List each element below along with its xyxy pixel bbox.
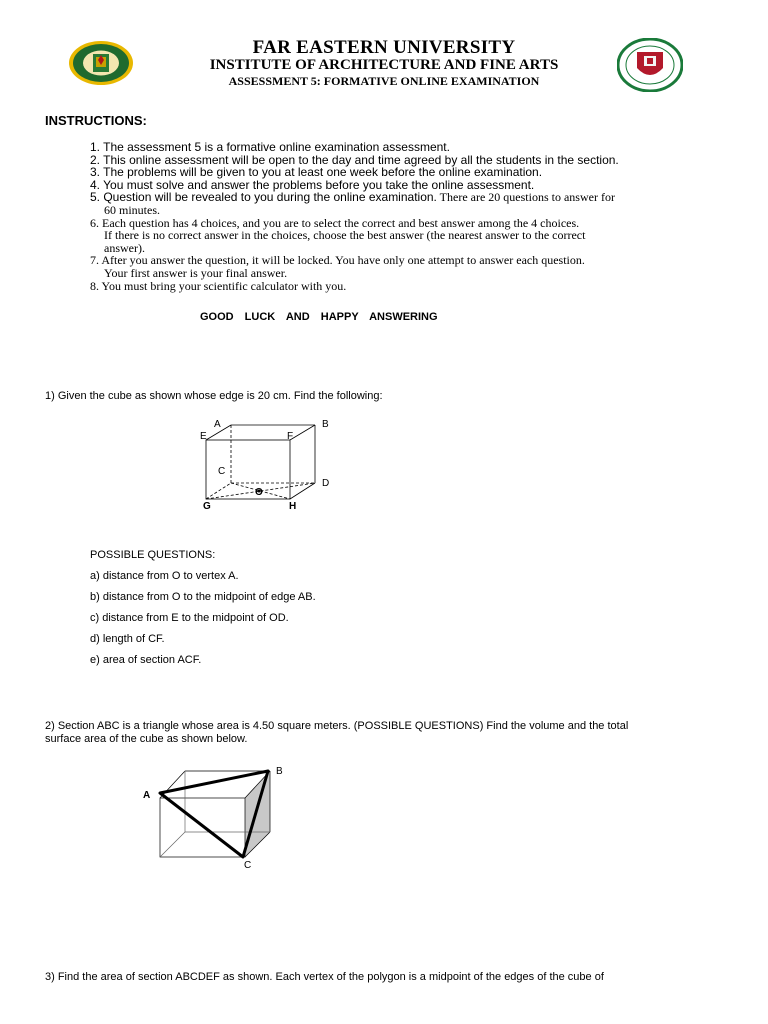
instruction-item: 2. This online assessment will be open to the day and time agreed by all the students in the section. — [90, 152, 619, 167]
cube-diagram-2 — [140, 760, 290, 870]
cube-diagram-1 — [195, 415, 335, 515]
possible-questions-heading: POSSIBLE QUESTIONS: — [90, 549, 216, 561]
instruction-item: 5. Question will be revealed to you during the online examination. There are 20 questions to answer for — [90, 190, 615, 205]
possible-question-item: d) length of CF. — [90, 633, 165, 645]
assessment-title: ASSESSMENT 5: FORMATIVE ONLINE EXAMINATION — [228, 74, 540, 88]
label-g: G — [203, 501, 211, 512]
instruction-item: 1. The assessment 5 is a formative online examination assessment. — [90, 140, 450, 154]
instructions-heading: INSTRUCTIONS: — [45, 113, 147, 128]
instruction-item: 4. You must solve and answer the problems before you take the online assessment. — [90, 177, 535, 192]
instruction-item: 3. The problems will be given to you at least one week before the online examination. — [90, 165, 543, 180]
label-f: F — [287, 431, 294, 442]
label-b: B — [322, 419, 329, 430]
question-2-text-continued: surface area of the cube as shown below. — [45, 733, 248, 745]
possible-question-item: a) distance from O to vertex A. — [90, 570, 239, 582]
label-c: C — [218, 466, 226, 477]
instruction-item: 8. You must bring your scientific calculator with you. — [90, 278, 347, 293]
question-3-text: 3) Find the area of section ABCDEF as shown. Each vertex of the polygon is a midpoint of the edges of the cube of — [45, 971, 604, 983]
instruction-item: 7. After you answer the question, it will be locked. You have only one attempt to answer each question. — [90, 253, 585, 268]
label-h: H — [289, 501, 297, 512]
possible-question-item: b) distance from O to the midpoint of edge AB. — [90, 591, 316, 603]
instruction-item-continued: If there is no correct answer in the choices, choose the best answer (the nearest answer to the correct — [104, 228, 586, 243]
label-c: C — [244, 860, 252, 871]
university-name: FAR EASTERN UNIVERSITY — [252, 37, 516, 58]
instructions-list — [90, 141, 710, 292]
question-1-text: 1) Given the cube as shown whose edge is 20 cm. Find the following: — [45, 390, 383, 402]
label-e: E — [200, 431, 207, 442]
instruction-item-continued: answer). — [104, 240, 145, 255]
possible-question-item: c) distance from E to the midpoint of OD. — [90, 612, 289, 624]
label-o: O — [255, 487, 263, 498]
instruction-item-continued: 60 minutes. — [104, 202, 160, 217]
instruction-item: 6. Each question has 4 choices, and you are to select the correct and best answer among the 4 choices. — [90, 215, 580, 230]
closing-message: GOOD LUCK AND HAPPY ANSWERING — [200, 311, 438, 323]
institute-name: INSTITUTE OF ARCHITECTURE AND FINE ARTS — [209, 57, 559, 73]
label-d: D — [322, 478, 330, 489]
label-a: A — [214, 419, 221, 430]
question-2-text: 2) Section ABC is a triangle whose area is 4.50 square meters. (POSSIBLE QUESTIONS) Find the volume and the total — [45, 720, 629, 732]
label-a: A — [143, 790, 151, 801]
possible-question-item: e) area of section ACF. — [90, 654, 202, 666]
instruction-item-continued: Your first answer is your final answer. — [104, 265, 288, 280]
label-b: B — [276, 766, 283, 777]
